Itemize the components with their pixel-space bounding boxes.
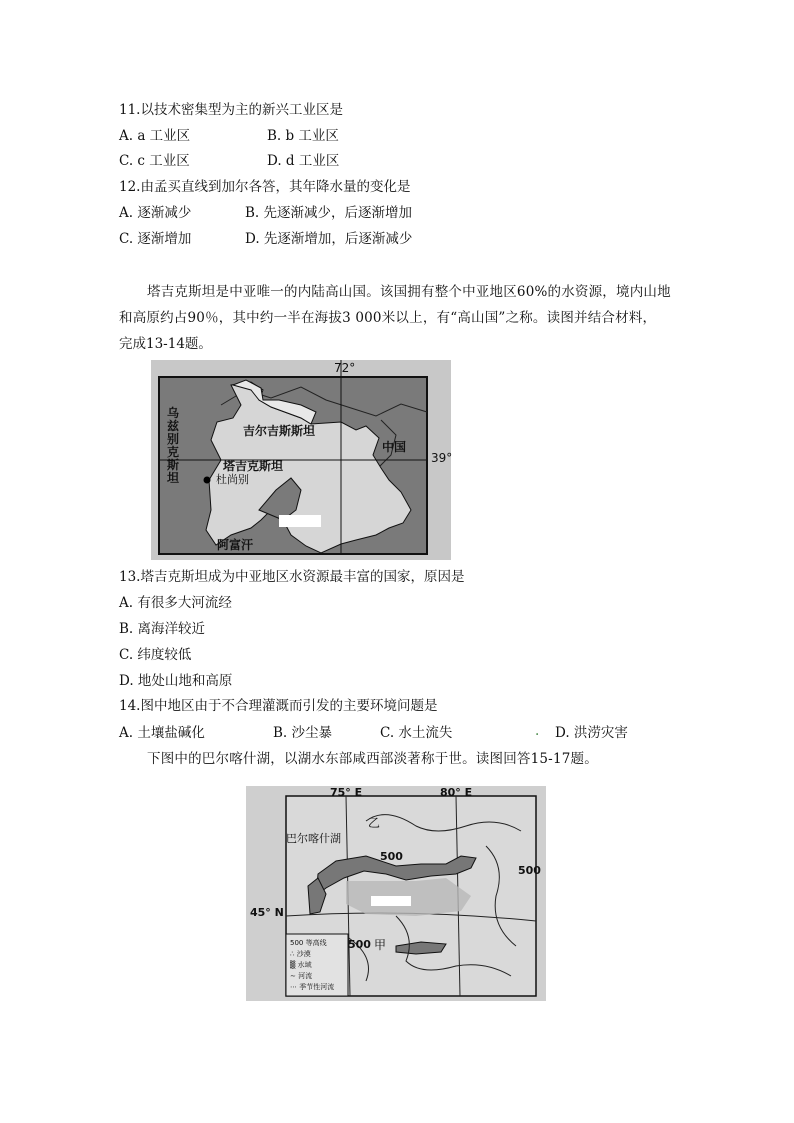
q14-dot: . [535, 723, 540, 739]
passage1-line2: 和高原约占90％，其中约一半在海拔3 000米以上，有“高山国”之称。读图并结合材料， [119, 310, 657, 326]
q13-option-c[interactable]: C. 纬度较低 [119, 647, 192, 663]
q13-option-d[interactable]: D. 地处山地和高原 [119, 673, 233, 689]
map2-jia-label: 甲 [374, 938, 387, 952]
legend-water: ▒ 水域 [290, 961, 312, 969]
map2-lon2-label: 80° E [440, 786, 473, 799]
map2-legend [290, 938, 334, 993]
map1-dushanbe-label: 杜尚别 [216, 473, 249, 486]
q11-option-a[interactable]: A. a 工业区 [119, 128, 191, 144]
passage1-line1: 塔吉克斯坦是中亚唯一的内陆高山国。该国拥有整个中亚地区60%的水资源，境内山地 [147, 284, 671, 300]
passage1-line3: 完成13-14题。 [119, 336, 212, 352]
q13-stem: 13.塔吉克斯坦成为中亚地区水资源最丰富的国家，原因是 [119, 569, 465, 585]
map1-afghanistan-label: 阿富汗 [217, 538, 254, 552]
q14-option-a[interactable]: A. 土壤盐碱化 [119, 725, 205, 741]
map2-contour-500b: 500 [518, 864, 541, 877]
legend-desert: ∴ 沙漠 [290, 950, 311, 958]
q12-option-b[interactable]: B. 先逐渐减少，后逐渐增加 [245, 205, 413, 221]
q14-option-b[interactable]: B. 沙尘暴 [273, 725, 333, 741]
map2-lat-label: 45° N [250, 906, 284, 919]
q13-option-b[interactable]: B. 离海洋较近 [119, 621, 206, 637]
legend-seasonal: ⋯ 季节性河流 [290, 983, 335, 991]
q14-stem: 14.图中地区由于不合理灌溉而引发的主要环境问题是 [119, 698, 438, 714]
map2-lake-label: 巴尔喀什湖 [286, 832, 341, 845]
map1-lat-label: 39° [431, 451, 453, 465]
dushanbe-marker [204, 477, 211, 484]
map1-tajikistan-label: 塔吉克斯坦 [223, 459, 284, 473]
map1-china-label: 中国 [382, 440, 407, 454]
map1-uzbekistan-label: 乌 兹 别 克 斯 坦 [167, 406, 180, 485]
q13-option-a[interactable]: A. 有很多大河流经 [119, 595, 232, 611]
passage2-line1: 下图中的巴尔喀什湖，以湖水东部咸西部淡著称于世。读图回答15-17题。 [147, 751, 598, 767]
map2-lon1-label: 75° E [330, 786, 363, 799]
tajikistan-map [151, 360, 451, 560]
map2-contour-500a: 500 [380, 850, 403, 863]
q11-stem: 11.以技术密集型为主的新兴工业区是 [119, 102, 343, 118]
q12-stem: 12.由孟买直线到加尔各答，其年降水量的变化是 [119, 179, 411, 195]
map1-kyrgyzstan-label: 吉尔吉斯斯坦 [243, 424, 316, 438]
map1-lon-label: 72° [334, 361, 356, 375]
q11-option-c[interactable]: C. c 工业区 [119, 153, 190, 169]
q12-option-c[interactable]: C. 逐渐增加 [119, 231, 192, 247]
q11-option-b[interactable]: B. b 工业区 [267, 128, 339, 144]
q12-option-a[interactable]: A. 逐渐减少 [119, 205, 192, 221]
map2-yi-label: 乙 [368, 816, 381, 830]
map2-contour-500c: 500 [348, 938, 371, 951]
balkhash-map [246, 786, 546, 1001]
q14-option-c[interactable]: C. 水土流失 [380, 725, 453, 741]
q11-option-d[interactable]: D. d 工业区 [267, 153, 340, 169]
legend-contour: 500 等高线 [290, 939, 327, 947]
q12-option-d[interactable]: D. 先逐渐增加，后逐渐减少 [245, 231, 413, 247]
legend-river: ∼ 河流 [290, 972, 313, 980]
q14-option-d[interactable]: D. 洪涝灾害 [555, 725, 628, 741]
